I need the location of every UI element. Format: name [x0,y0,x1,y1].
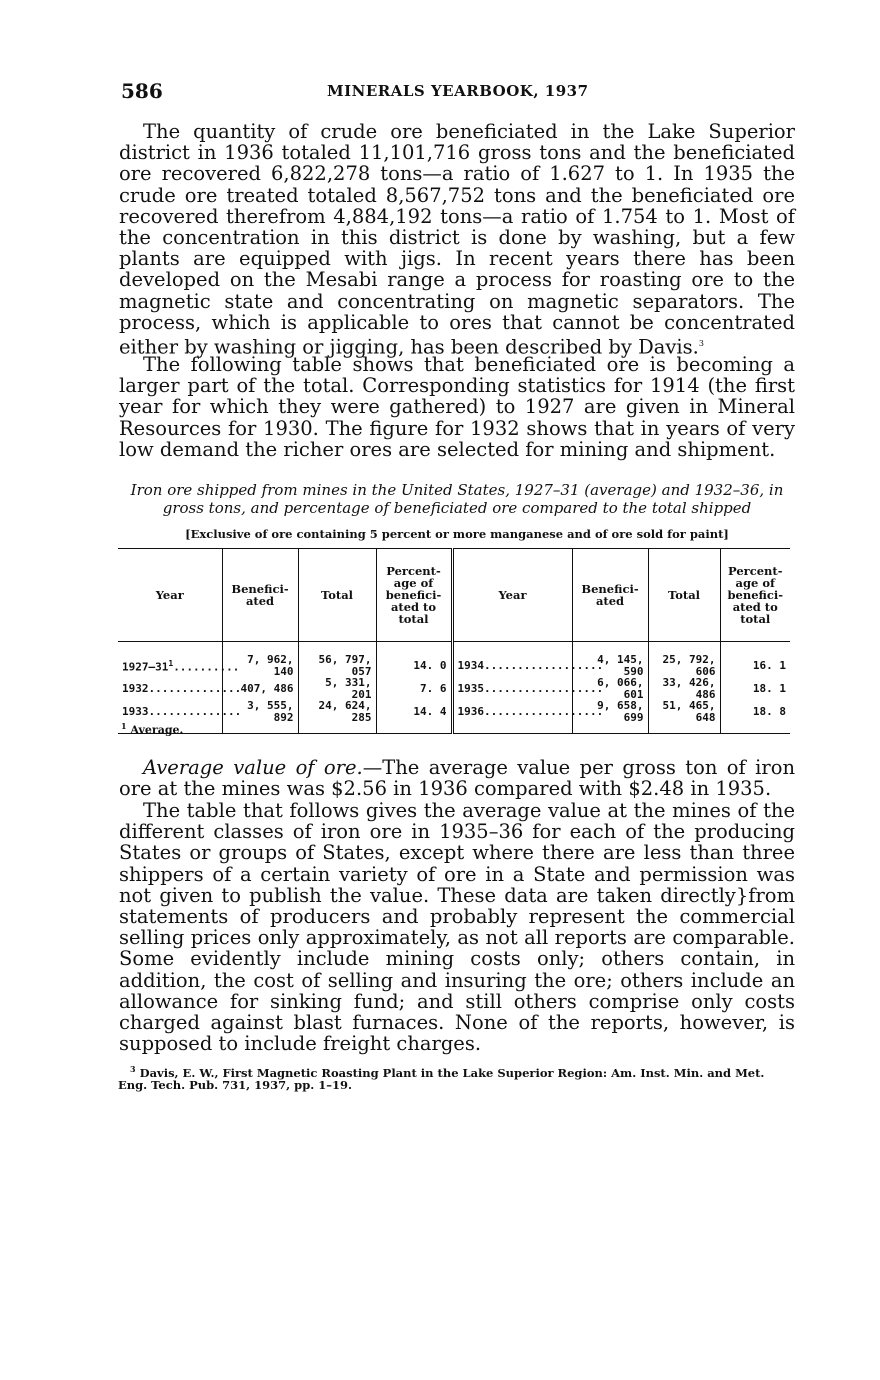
running-head: MINERALS YEARBOOK, 1937 [327,82,589,100]
paragraph-average-value [119,757,795,799]
row-total: 33, 426, 486 [648,677,720,700]
paragraph-value-table-intro [119,800,795,1054]
table-row [118,654,790,677]
row-year: 1933.............. [118,700,222,734]
row-beneficiated: 407, 486 [222,677,298,700]
table-header-row [118,549,790,642]
paragraph-text: —The average value per gross ton of iron ore at the mines was $2.56 in 1936 compared with $2.48 in 1935. [119,756,795,801]
table-subcaption: [Exclusive of ore containing 5 percent or more manganese and of ore sold for paint] [185,527,729,541]
row-percentage: 18. 8 [720,700,790,734]
table-row [118,700,790,734]
header-year: Year [118,549,222,642]
paragraph-table-intro [119,354,795,460]
row-beneficiated: 7, 962, 140 [222,654,298,677]
row-year: 1934.................. [452,654,572,677]
header-percentage: Percent- age of benefici- ated to total [376,549,452,642]
row-beneficiated: 9, 658, 699 [572,700,648,734]
footnote-text: Davis, E. W., First Magnetic Roasting Plant in the Lake Superior Region: Am. Inst. Min. and Met. Eng. Tech. Pub. 731, 1937, pp. 1–19. [118,1065,765,1092]
row-total: 51, 465, 648 [648,700,720,734]
table-footnote-text: Average. [130,723,184,737]
header-total: Total [648,549,720,642]
row-beneficiated: 6, 066, 601 [572,677,648,700]
paragraph-beneficiation [119,121,795,358]
header-percentage: Percent- age of benefici- ated to total [720,549,790,642]
table-footnote [121,721,183,737]
row-percentage: 14. 0 [376,654,452,677]
header-beneficiated: Benefici- ated [572,549,648,642]
row-percentage: 14. 4 [376,700,452,734]
footnote-ref: 1 [121,721,127,731]
paragraph-text: The following table shows that beneficiated ore is becoming a larger part of the total. Corresponding statistics for 1914 (the first year for which they were gathered) to 1927 are given in Mineral Resources for 1930. The figure for 1932 shows that in years of very low demand the richer ores are selected for mining and shipment. [119,353,795,461]
row-year: 1935.................. [452,677,572,700]
row-year: $1927-31^1$.......... [122,658,240,674]
row-year: 1932.............. [122,681,242,695]
iron-ore-table [118,548,790,734]
row-percentage: 18. 1 [720,677,790,700]
header-beneficiated: Benefici- ated [222,549,298,642]
row-percentage: 7. 6 [376,677,452,700]
footnote-ref: 3 [698,339,704,349]
paragraph-text: The table that follows gives the average value at the mines of the different classes of iron ore in 1935–36 for each of the producing States or groups of States, except where there are less than three shippers of a certain variety of ore in a State and permission was not given to publish the value. These data are taken directly}from statements of producers and probably represent the commercial selling prices only approximately, as not all reports are comparable. Some evidently include mining costs only; others contain, in addition, the cost of selling and insuring the ore; others include an allowance for sinking fund; and still others comprise only costs charged against blast furnaces. None of the reports, however, is supposed to include freight charges. [119,799,795,1056]
header-total: Total [298,549,376,642]
paragraph-text: The quantity of crude ore beneficiated in the Lake Superior district in 1936 totaled 11,101,716 gross tons and the beneficiated ore recovered 6,822,278 tons—a ratio of 1.627 to 1. In 1935 the crude ore treated totaled 8,567,752 tons and the beneficiated ore recovered therefrom 4,884,192 tons—a ratio of 1.754 to 1. Most of the concentration in this district is done by washing, but a few plants are equipped with jigs. In recent years there has been developed on the Mesabi range a process for roasting ore to the magnetic state and concentrating on magnetic separators. The process, which is applicable to ores that cannot be concentrated either by washing or jigging, has been described by Davis. [119,120,795,359]
footnote-ref: 3 [130,1064,136,1074]
paragraph-heading: Average value of ore. [143,756,363,779]
row-year: 1936.................. [452,700,572,734]
row-beneficiated: 3, 555, 892 [222,700,298,734]
row-total: 25, 792, 606 [648,654,720,677]
row-total: 56, 797, 057 [298,654,376,677]
header-year: Year [452,549,572,642]
row-total: 24, 624, 285 [298,700,376,734]
footnote-ref: 1 [168,658,174,668]
table-caption: Iron ore shipped from mines in the United States, 1927–31 (average) and 1932–36, in gross tons, and percentage of beneficiated ore compared to the total shipped [130,481,784,517]
page-number: 586 [121,79,163,103]
page-footnote [118,1063,794,1091]
row-percentage: 16. 1 [720,654,790,677]
page-header [121,79,793,103]
table-row [118,677,790,700]
row-beneficiated: 4, 145, 590 [572,654,648,677]
row-total: 5, 331, 201 [298,677,376,700]
